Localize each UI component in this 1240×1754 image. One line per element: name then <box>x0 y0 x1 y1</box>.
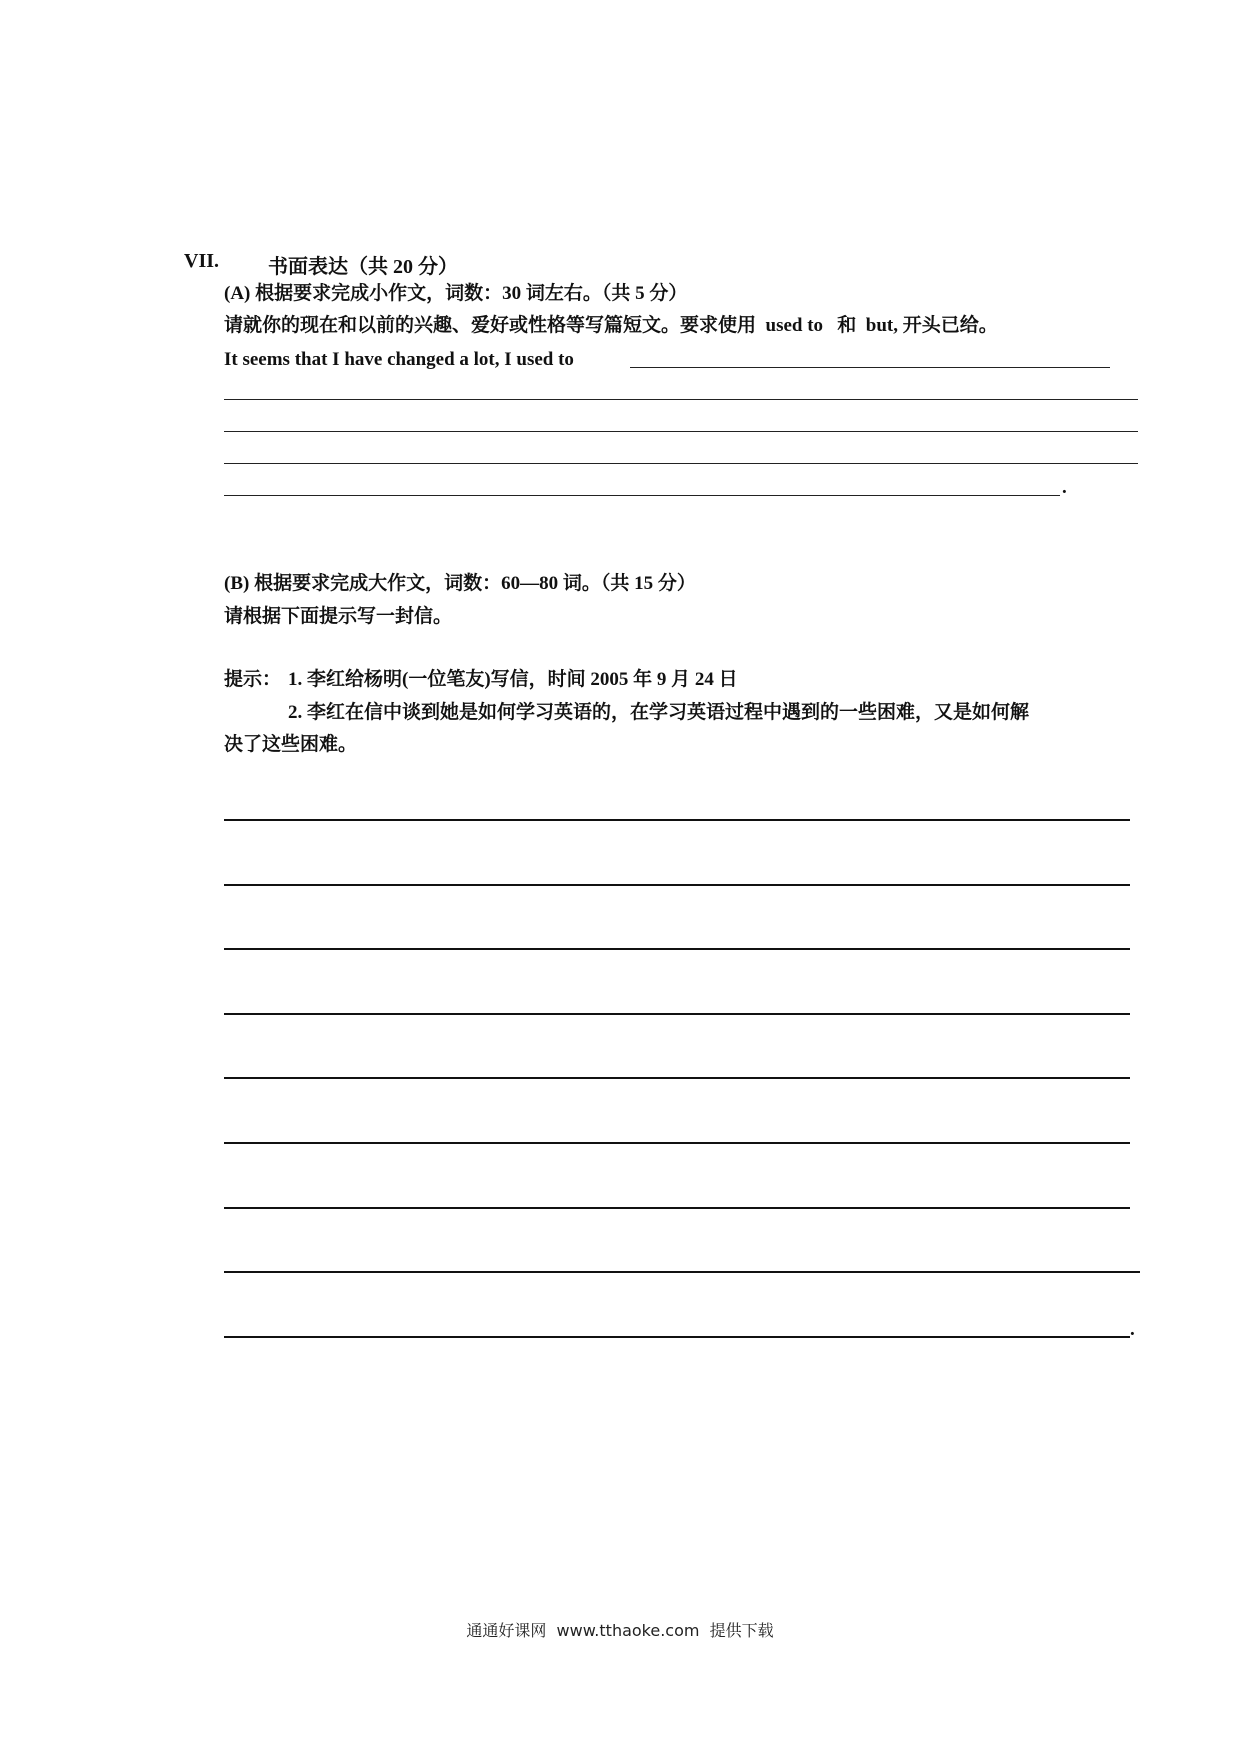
part-b-instruction: 请根据下面提示写一封信。 <box>224 606 453 627</box>
part-a-end-mark: . <box>1062 477 1067 498</box>
section-number: VII. <box>184 250 220 272</box>
part-a-answer-line-5[interactable] <box>224 495 1060 496</box>
hint-item-1: 1. 李红给杨明(一位笔友)写信，时间 2005 年 9 月 24 日 <box>288 669 738 690</box>
part-b-answer-line-2[interactable] <box>224 884 1130 886</box>
part-b-heading: (B) 根据要求完成大作文，词数：60—80 词。（共 15 分） <box>224 573 696 594</box>
part-a-answer-line-4[interactable] <box>224 463 1138 464</box>
part-b-answer-line-1[interactable] <box>224 819 1130 821</box>
part-b-answer-line-8[interactable] <box>224 1271 1140 1273</box>
part-a-starter: It seems that I have changed a lot, I used to <box>224 349 574 370</box>
hint-label: 提示： <box>224 669 282 690</box>
part-b-answer-line-5[interactable] <box>224 1077 1130 1079</box>
part-a-answer-line-1[interactable] <box>630 367 1110 368</box>
part-b-answer-line-3[interactable] <box>224 948 1130 950</box>
hint-item-2-continued: 决了这些困难。 <box>224 734 358 755</box>
part-a-instruction: 请就你的现在和以前的兴趣、爱好或性格等写篇短文。要求使用 used to 和 but, 开头已给。 <box>224 315 998 336</box>
part-a-answer-line-3[interactable] <box>224 431 1138 432</box>
part-b-answer-line-9[interactable] <box>224 1336 1130 1338</box>
part-b-answer-line-7[interactable] <box>224 1207 1130 1209</box>
part-a-heading: (A) 根据要求完成小作文，词数：30 词左右。（共 5 分） <box>224 283 688 304</box>
part-b-answer-line-4[interactable] <box>224 1013 1130 1015</box>
hint-item-2: 2. 李红在信中谈到她是如何学习英语的，在学习英语过程中遇到的一些困难，又是如何解 <box>288 702 1030 723</box>
section-title: 书面表达（共 20 分） <box>268 256 458 278</box>
part-a-answer-line-2[interactable] <box>224 399 1138 400</box>
part-b-end-mark: . <box>1130 1319 1135 1340</box>
part-b-answer-line-6[interactable] <box>224 1142 1130 1144</box>
footer-source-text: 通通好课网 www.tthaoke.com 提供下载 <box>466 1621 774 1640</box>
